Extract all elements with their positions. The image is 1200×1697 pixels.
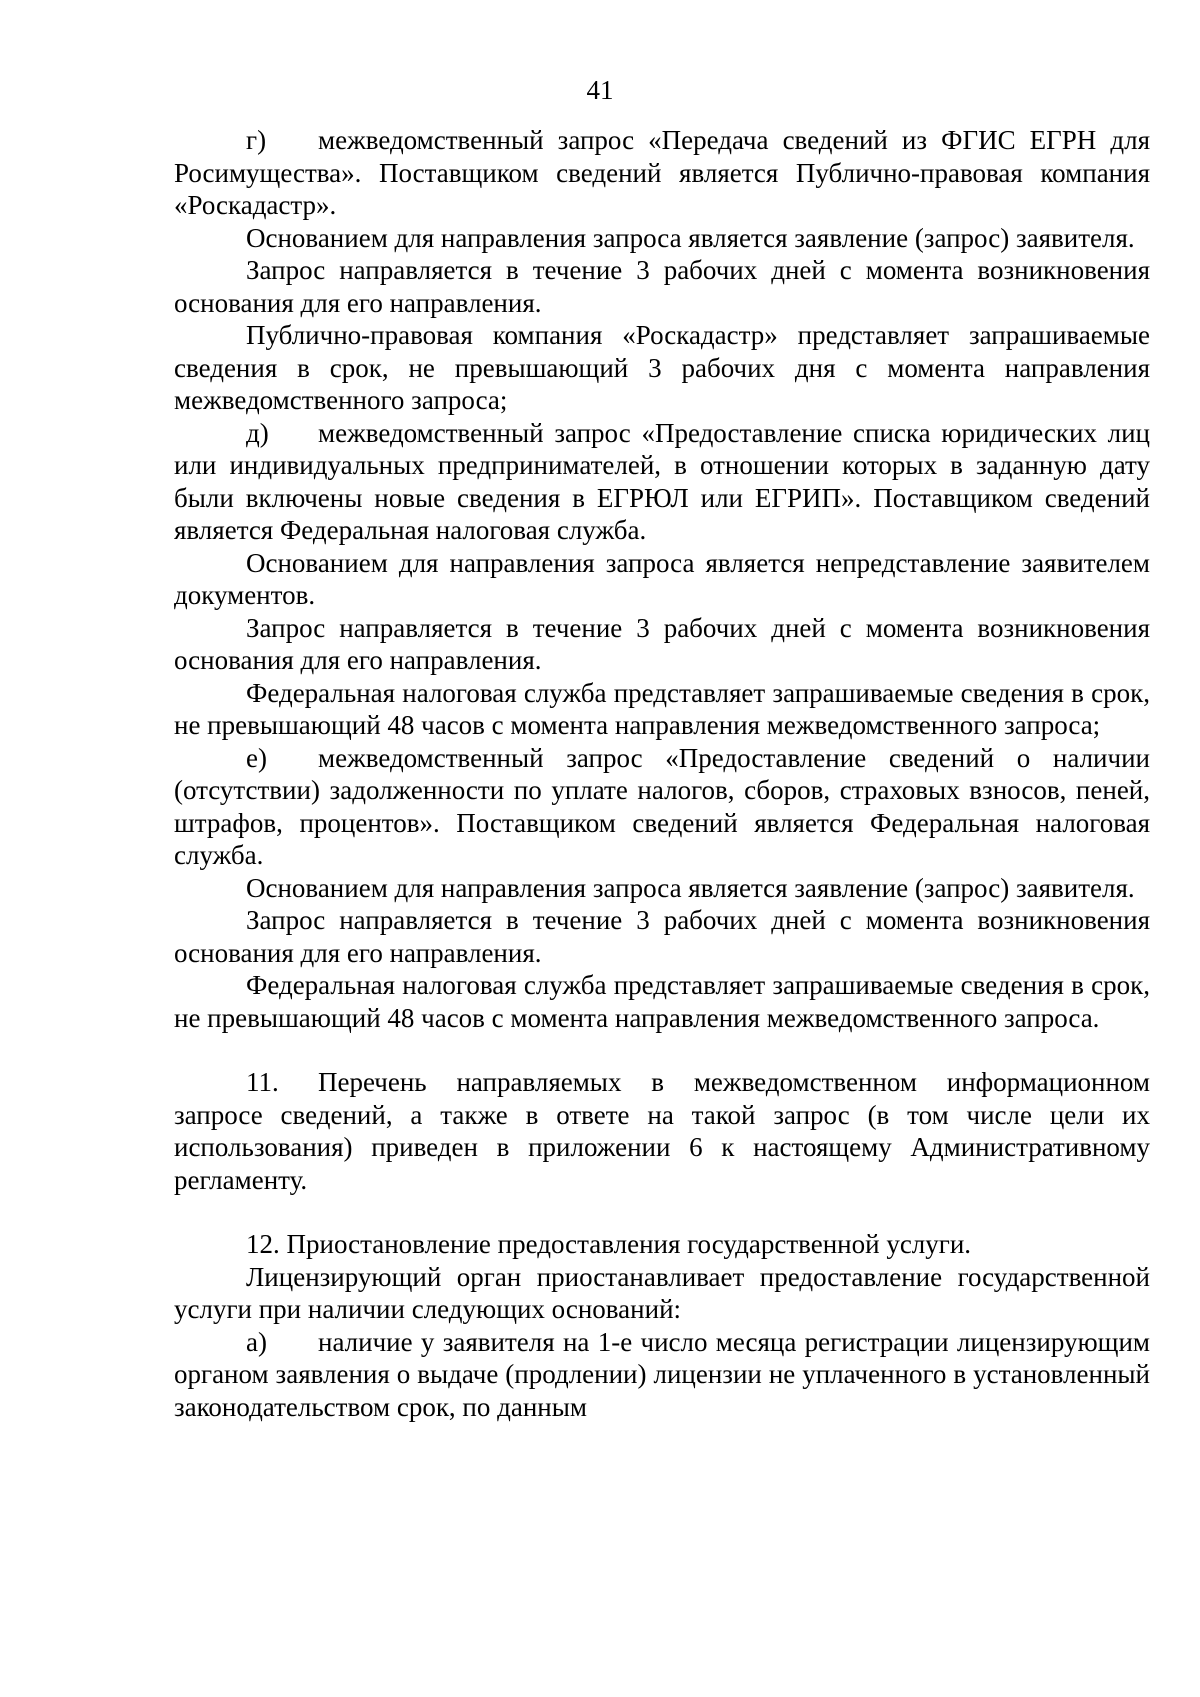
list-item	[174, 1326, 1150, 1424]
paragraph: Запрос направляется в течение 3 рабочих дней с момента возникновения основания для его направления.	[174, 255, 1150, 318]
paragraph: Запрос направляется в течение 3 рабочих дней с момента возникновения основания для его направления.	[174, 612, 1150, 675]
list-item-text: межведомственный запрос «Предоставление списка юридических лиц или индивидуальных предпринимателей, в отношении которых в заданную дату были включены новые сведения в ЕГРЮЛ или ЕГРИП». Поставщиком сведений является Федеральная налоговая служба.	[174, 417, 1150, 545]
list-item-label: г)	[246, 125, 267, 155]
paragraph-spacer	[174, 1034, 1150, 1066]
list-item-text: межведомственный запрос «Передача сведений из ФГИС ЕГРН для Росимущества». Поставщиком сведений является Публично-правовая компания «Роскадастр».	[174, 125, 1150, 220]
paragraph: Запрос направляется в течение 3 рабочих дней с момента возникновения основания для его направления.	[174, 905, 1150, 968]
paragraph: Федеральная налоговая служба представляет запрашиваемые сведения в срок, не превышающий 48 часов с момента направления межведомственного запроса.	[174, 970, 1150, 1033]
paragraph: Публично-правовая компания «Роскадастр» представляет запрашиваемые сведения в срок, не превышающий 3 рабочих дня с момента направления межведомственного запроса;	[174, 320, 1150, 415]
list-item	[174, 124, 1150, 222]
list-item-text: межведомственный запрос «Предоставление сведений о наличии (отсутствии) задолженности по уплате налогов, сборов, страховых взносов, пеней, штрафов, процентов». Поставщиком сведений является Федеральная налоговая служба.	[174, 742, 1150, 870]
paragraph: Федеральная налоговая служба представляет запрашиваемые сведения в срок, не превышающий 48 часов с момента направления межведомственного запроса;	[174, 677, 1150, 740]
list-item	[174, 417, 1150, 547]
list-item	[174, 1066, 1150, 1196]
paragraph: 12. Приостановление предоставления государственной услуги.	[246, 1229, 972, 1259]
paragraph: Основанием для направления запроса является заявление (запрос) заявителя.	[246, 872, 1135, 903]
list-item-label: а)	[246, 1326, 267, 1357]
paragraph: Основанием для направления запроса является непредставление заявителем документов.	[174, 547, 1150, 610]
list-item-text: Перечень направляемых в межведомственном информационном запросе сведений, а также в ответе на такой запрос (в том числе цели их использования) приведен в приложении 6 к настоящему Административному регламенту.	[174, 1067, 1150, 1195]
paragraph: Лицензирующий орган приостанавливает предоставление государственной услуги при наличии следующих оснований:	[174, 1261, 1150, 1324]
paragraph-spacer	[174, 1196, 1150, 1228]
document-body	[174, 124, 1150, 1423]
list-item-label: е)	[246, 742, 267, 773]
page-number: 41	[586, 75, 614, 105]
paragraph: Основанием для направления запроса является заявление (запрос) заявителя.	[246, 222, 1135, 253]
list-item-label: д)	[246, 417, 269, 448]
list-item-label: 11.	[246, 1067, 279, 1097]
list-item	[174, 742, 1150, 872]
list-item-text: наличие у заявителя на 1-е число месяца регистрации лицензирующим органом заявления о выдаче (продлении) лицензии не уплаченного в установленный законодательством срок, по данным	[174, 1326, 1150, 1422]
